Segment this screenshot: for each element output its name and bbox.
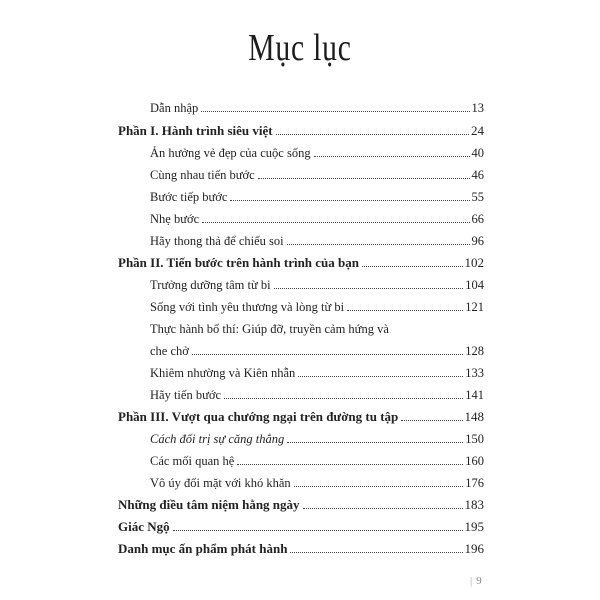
toc-entry-page: 133	[465, 366, 484, 380]
toc-entry[interactable]	[150, 343, 484, 359]
toc-entry[interactable]	[150, 365, 484, 381]
toc-entry[interactable]	[150, 233, 484, 249]
toc-entry-page: 148	[464, 409, 484, 424]
toc-entry[interactable]	[150, 189, 484, 205]
toc-entry-daily-reflections[interactable]	[118, 497, 484, 513]
dot-leader	[224, 397, 463, 399]
toc-entry-title: Những điều tâm niệm hằng ngày	[118, 497, 300, 512]
page-number-value: 9	[476, 575, 482, 587]
dot-leader	[290, 551, 462, 553]
toc-entry-page: 196	[464, 541, 484, 556]
toc-entry-title: Các mối quan hệ	[150, 454, 235, 468]
dot-leader	[192, 353, 463, 355]
toc-entry-title: Danh mục ấn phẩm phát hành	[118, 541, 288, 556]
toc-entry-page: 150	[465, 432, 484, 446]
dot-leader	[314, 155, 470, 157]
toc-entry-title: Giác Ngộ	[118, 519, 170, 534]
toc-entry-title: Dẫn nhập	[150, 101, 199, 115]
toc-entry-page: 13	[471, 101, 484, 115]
toc-entry-page: 24	[471, 123, 484, 138]
toc-entry[interactable]	[150, 387, 484, 403]
toc-entry-dan-nhap[interactable]	[150, 100, 484, 116]
toc-entry-title: Phần I. Hành trình siêu việt	[118, 123, 273, 138]
dot-leader	[294, 485, 464, 487]
dot-leader	[230, 199, 469, 201]
toc-entry[interactable]	[150, 299, 484, 315]
toc-entry-page: 121	[465, 300, 484, 314]
toc-entry-part-3[interactable]	[118, 409, 484, 425]
toc-entry-page: 128	[465, 344, 484, 358]
toc-entry-title: Vô úy đối mặt với khó khăn	[150, 476, 291, 490]
toc-entry[interactable]	[150, 211, 484, 227]
toc-entry-title: Hãy thong thả để chiếu soi	[150, 234, 284, 248]
toc-entry-page: 176	[465, 476, 484, 490]
page-number-divider: |	[470, 575, 473, 587]
dot-leader	[201, 110, 469, 112]
toc-entry-enlightenment[interactable]	[118, 519, 484, 535]
toc-entry[interactable]	[150, 475, 484, 491]
dot-leader	[237, 463, 463, 465]
toc-entry[interactable]	[150, 431, 484, 447]
dot-leader	[274, 287, 464, 289]
toc-entry-title: Nhẹ bước	[150, 212, 200, 226]
dot-leader	[276, 133, 469, 135]
toc-entry-page: 40	[471, 146, 484, 160]
dot-leader	[401, 419, 462, 421]
toc-entry-title: Cùng nhau tiến bước	[150, 168, 255, 182]
toc-entry-page: 55	[471, 190, 484, 204]
toc-entry-title: Khiêm nhường và Kiên nhẫn	[150, 366, 296, 380]
toc-entry-title: Bước tiếp bước	[150, 190, 228, 204]
toc-entry-title-line1: Thực hành bố thí: Giúp đỡ, truyền cảm hứng và	[150, 322, 389, 336]
toc-entry-part-2[interactable]	[118, 255, 484, 271]
toc-entry-page: 46	[471, 168, 484, 182]
dot-leader	[347, 309, 463, 311]
toc-entry-page: 195	[464, 519, 484, 534]
toc-entry-page: 183	[464, 497, 484, 512]
dot-leader	[303, 507, 463, 509]
toc-entry[interactable]	[150, 167, 484, 183]
toc-entry-page: 96	[471, 234, 484, 248]
toc-entry-title: Trưởng dưỡng tâm từ bi	[150, 278, 271, 292]
page-number	[470, 575, 482, 587]
toc-entry-page: 66	[471, 212, 484, 226]
dot-leader	[298, 375, 463, 377]
dot-leader	[258, 177, 470, 179]
toc-entry-title: Cách đối trị sự căng thẳng	[150, 432, 285, 446]
dot-leader	[202, 221, 469, 223]
toc-entry[interactable]	[150, 453, 484, 469]
dot-leader	[287, 243, 470, 245]
toc-entry-title: che chở	[150, 344, 189, 358]
toc-entry-publications[interactable]	[118, 541, 484, 557]
toc-entry-page: 102	[464, 255, 484, 270]
page-title: Mục lục	[248, 27, 352, 69]
toc-entry-title: Phần III. Vượt qua chướng ngại trên đường tu tập	[118, 409, 399, 424]
dot-leader	[287, 441, 463, 443]
toc-entry-part-1[interactable]	[118, 123, 484, 139]
toc-entry[interactable]	[150, 145, 484, 161]
toc-entry-page: 160	[465, 454, 484, 468]
toc-entry-page: 141	[465, 388, 484, 402]
toc-entry-title: Ản hưởng vẻ đẹp của cuộc sống	[150, 146, 311, 160]
toc-entry-title: Phần II. Tiến bước trên hành trình của bạn	[118, 255, 360, 270]
toc-entry-page: 104	[465, 278, 484, 292]
toc-entry[interactable]	[150, 277, 484, 293]
toc-entry-title: Sống với tình yêu thương và lòng từ bi	[150, 300, 345, 314]
toc-entry-title: Hãy tiến bước	[150, 388, 222, 402]
dot-leader	[173, 529, 463, 531]
dot-leader	[362, 265, 462, 267]
